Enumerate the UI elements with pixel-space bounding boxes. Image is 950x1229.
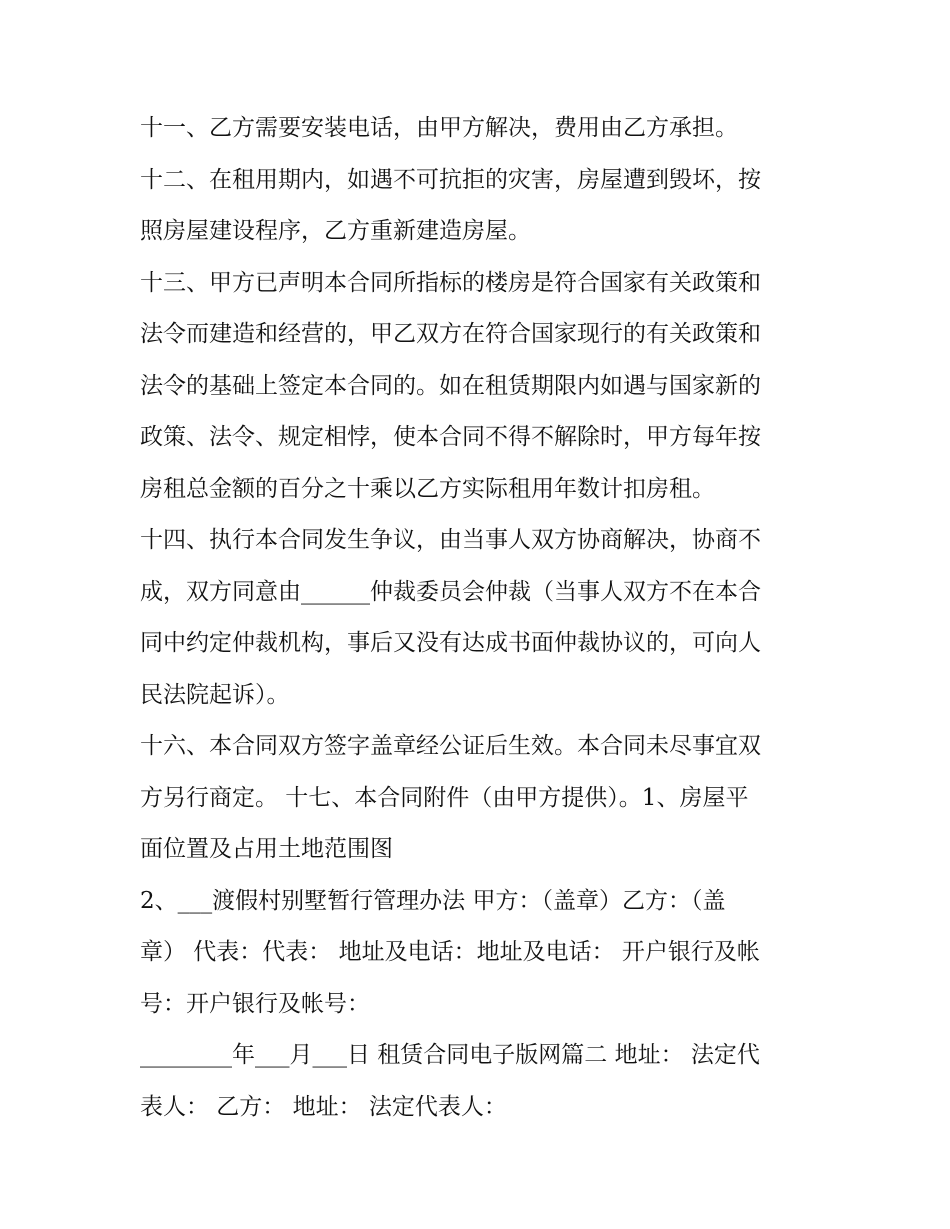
text-line: 十六、本合同双方签字盖章经公证后生效。本合同未尽事宜双 (140, 733, 761, 759)
text-line: 表人： 乙方： 地址： 法定代表人： (140, 1093, 507, 1120)
text-line: 面位置及占用土地范围图 (140, 836, 393, 862)
text-line: 十一、乙方需要安装电话，由甲方解决，费用由乙方承担。 (140, 115, 738, 141)
text-line: ________年___月___日 租赁合同电子版网篇二 地址： 法定代 (140, 1042, 760, 1068)
text-line: 号：开户银行及帐号： (140, 990, 370, 1017)
text-line: 同中约定仲裁机构，事后又没有达成书面仲裁协议的，可向人 (140, 630, 761, 656)
text-line: 房租总金额的百分之十乘以乙方实际租用年数计扣房租。 (140, 475, 715, 502)
document-body (140, 103, 830, 1133)
text-line: 十二、在租用期内，如遇不可抗拒的灾害，房屋遭到毁坏，按 (140, 166, 761, 193)
text-line: 方另行商定。 十七、本合同附件（由甲方提供）。1、房屋平 (140, 784, 749, 811)
text-line: 十三、甲方已声明本合同所指标的楼房是符合国家有关政策和 (140, 269, 761, 296)
text-line: 法令而建造和经营的，甲乙双方在符合国家现行的有关政策和 (140, 321, 761, 347)
text-line: 法令的基础上签定本合同的。如在租赁期限内如遇与国家新的 (140, 372, 761, 399)
text-line: 十四、执行本合同发生争议，由当事人双方协商解决，协商不 (140, 527, 761, 553)
text-line: 政策、法令、规定相悖，使本合同不得不解除时，甲方每年按 (140, 424, 761, 450)
text-line: 章） 代表：代表： 地址及电话：地址及电话： 开户银行及帐 (140, 939, 760, 965)
text-line: 成，双方同意由______仲裁委员会仲裁（当事人双方不在本合 (140, 578, 761, 605)
text-line: 民法院起诉）。 (140, 681, 290, 708)
text-line: 照房屋建设程序，乙方重新建造房屋。 (140, 218, 531, 244)
text-line: 2、___渡假村别墅暂行管理办法 甲方：（盖章）乙方：（盖 (140, 887, 726, 914)
